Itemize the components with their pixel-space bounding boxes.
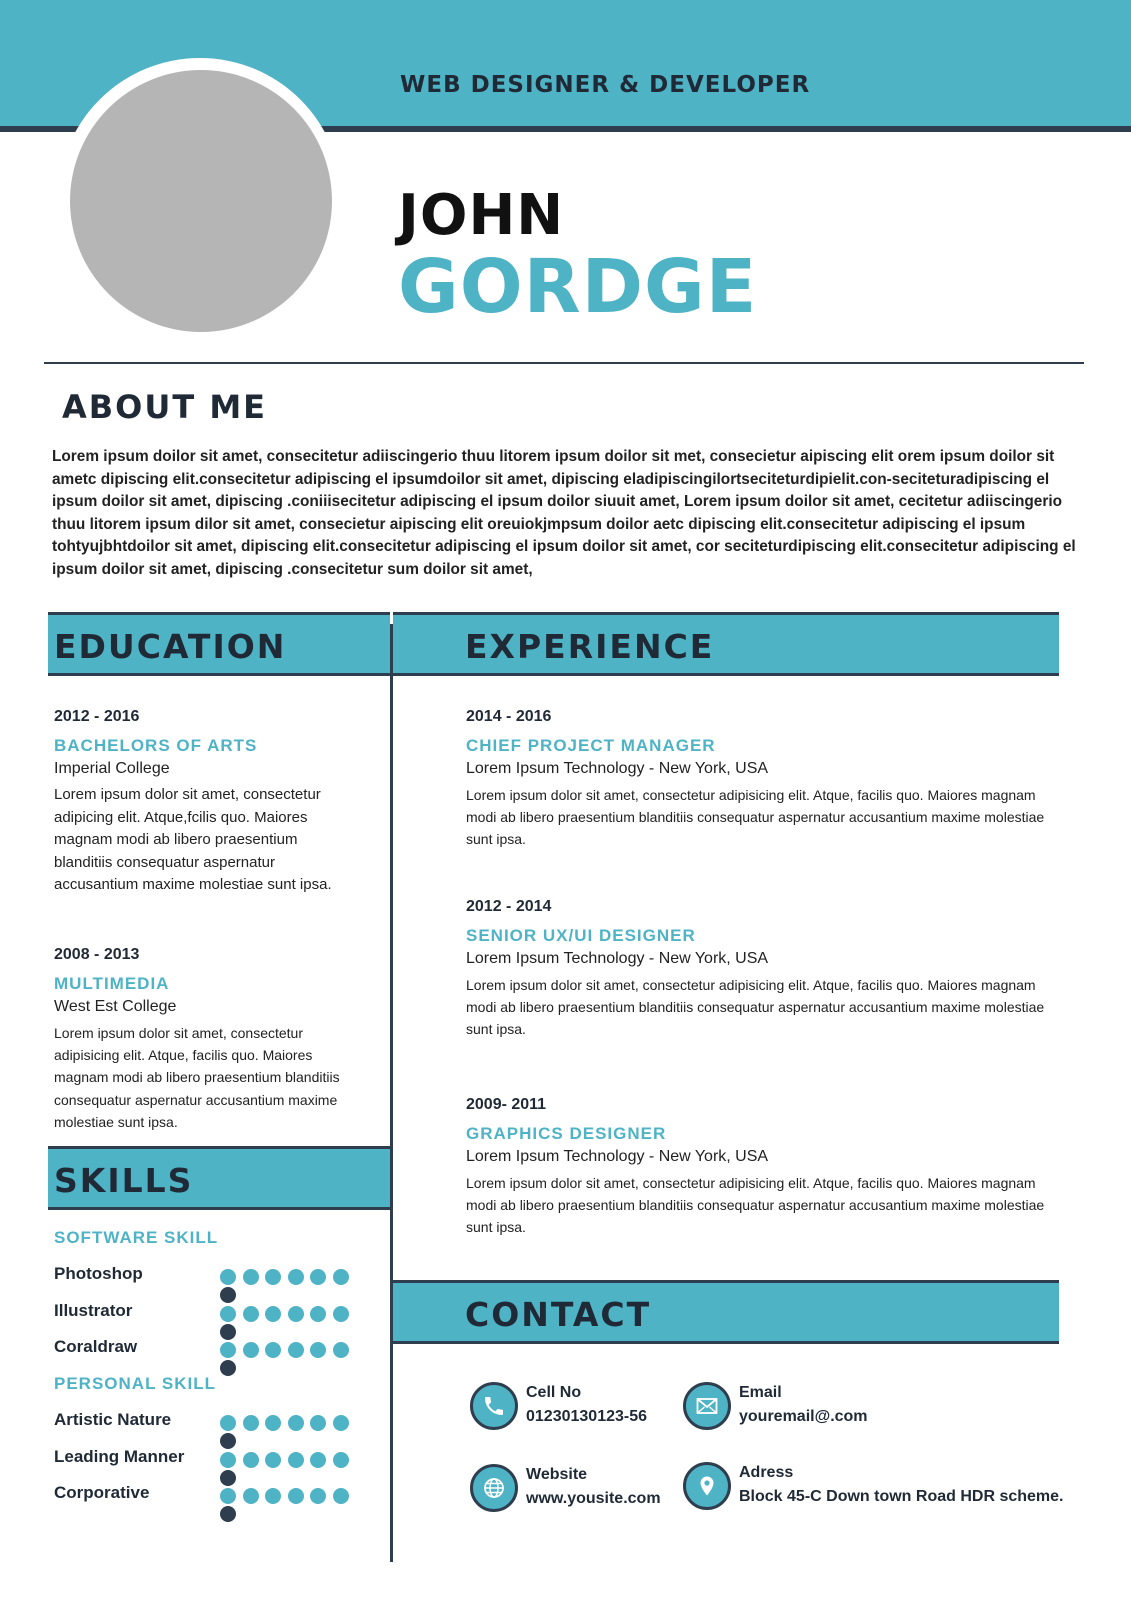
education-entry [54,708,354,897]
profile-photo [70,70,332,332]
first-name: JOHN [398,183,565,248]
personal-skill-label: PERSONAL SKILL [54,1374,216,1393]
contact-email [683,1382,1013,1442]
skill-dot-filled [288,1488,304,1504]
skill-dot-filled [220,1452,236,1468]
email-value[interactable]: youremail@.com [739,1408,868,1425]
skill-row [54,1301,374,1325]
skill-dot-filled [243,1269,259,1285]
contact-title: CONTACT [465,1295,652,1334]
website-value[interactable]: www.yousite.com [526,1490,661,1507]
job-title: WEB DESIGNER & DEVELOPER [400,72,811,98]
skill-dot-filled [220,1306,236,1322]
skill-row [54,1337,374,1361]
skill-dot-empty [220,1360,236,1376]
education-years: 2008 - 2013 [54,946,140,963]
skill-dot-filled [288,1269,304,1285]
column-divider [390,624,393,1562]
globe-icon [470,1464,518,1512]
skill-rating [220,1488,374,1524]
experience-entry [466,1096,1046,1239]
experience-years: 2009- 2011 [466,1096,547,1113]
skill-dot-filled [333,1488,349,1504]
cell-value: 01230130123-56 [526,1408,648,1425]
skill-name: Leading Manner [54,1446,185,1466]
experience-desc: Lorem ipsum dolor sit amet, consectetur adipisicing elit. Atque, facilis quo. Maiores magnam modi ab libero praesentium blanditiis consequatur aspernatur accusantium maxime molestiae sunt ipsa. [466,977,1045,1038]
contact-header [393,1280,1059,1344]
skill-dot-filled [220,1342,236,1358]
software-skill-label: SOFTWARE SKILL [54,1228,219,1247]
skill-dot-filled [333,1452,349,1468]
skill-dot-filled [288,1306,304,1322]
about-text: Lorem ipsum doilor sit amet, consecitetur adiiscingerio thuu litorem ipsum doilor sit met, consecietur aipiscing elit orem ipsum doilor sit ametc dipiscing elit.consecitetur adipiscing el ipsumdoilor sit amet, dipiscing eladipiscingilortseciteturdipielit.con-seciteturadipiscing el ipsum doilor sit amet, dipiscing .coniiisecitetur adipiscing el ipsum doilor siuuit amet, Lorem ipsum doilor sit amet, cecitetur adiiscingerio thuu litorem ipsum dilor sit amet, consecietur aipiscing elit oreuiokjmpsum doilor aetc dipiscing elit.consecitetur adipiscing el ipsum tohtyujbhtdoilor sit amet, dipiscing elit.consecitetur adipiscing el ipsum doilor sit amet, cor seciteturdipiscing elit.consecitetur adipiscing el ipsum doilor sit amet, dipiscing .consecitetur sum doilor sit amet, [52,448,1076,578]
divider [44,362,1084,364]
education-school: Imperial College [54,760,170,777]
skill-dot-filled [333,1269,349,1285]
cell-label: Cell No [526,1384,582,1401]
education-title: EDUCATION [54,627,287,666]
contact-address [683,1462,1064,1522]
experience-position: CHIEF PROJECT MANAGER [466,736,716,755]
skills-header [48,1146,390,1210]
skill-dot-filled [333,1306,349,1322]
last-name: GORDGE [398,244,758,330]
envelope-icon [683,1382,731,1430]
skill-dot-filled [265,1452,281,1468]
experience-desc: Lorem ipsum dolor sit amet, consectetur adipisicing elit. Atque, facilis quo. Maiores magnam modi ab libero praesentium blanditiis consequatur aspernatur accusantium maxime molestiae sunt ipsa. [466,787,1045,848]
address-value: Block 45-C Down town Road HDR scheme. [739,1488,1064,1505]
experience-years: 2014 - 2016 [466,708,552,725]
skill-rating [220,1342,374,1378]
skill-dot-filled [220,1269,236,1285]
skill-dot-filled [265,1306,281,1322]
education-degree: BACHELORS OF ARTS [54,736,258,755]
skill-dot-filled [265,1342,281,1358]
skill-dot-filled [243,1452,259,1468]
skill-dot-filled [333,1342,349,1358]
education-header [48,612,390,676]
skill-dot-filled [310,1342,326,1358]
skill-dot-filled [310,1306,326,1322]
experience-position: SENIOR UX/UI DESIGNER [466,926,696,945]
experience-title: EXPERIENCE [465,627,715,666]
skill-dot-filled [265,1269,281,1285]
skill-name: Corporative [54,1483,150,1502]
skill-dot-filled [288,1415,304,1431]
education-school: West Est College [54,998,177,1015]
skill-dot-filled [220,1488,236,1504]
skill-dot-filled [310,1452,326,1468]
phone-icon [470,1382,518,1430]
skill-dot-filled [310,1415,326,1431]
experience-position: GRAPHICS DESIGNER [466,1124,667,1143]
skill-dot-filled [265,1415,281,1431]
skill-dot-filled [220,1415,236,1431]
skill-dot-filled [243,1488,259,1504]
experience-entry [466,898,1046,1041]
skill-dot-filled [288,1342,304,1358]
skill-dot-empty [220,1506,236,1522]
experience-company: Lorem Ipsum Technology - New York, USA [466,950,769,967]
education-desc: Lorem ipsum dolor sit amet, consectetur adipisicing elit. Atque, facilis quo. Maiores magnam modi ab libero praesentium blanditiis consequatur aspernatur accusantium maxime molestiae sunt ipsa. [54,1025,340,1130]
skill-dot-filled [265,1488,281,1504]
skills-title: SKILLS [54,1161,194,1200]
skill-dot-filled [243,1306,259,1322]
skill-name: Artistic Nature [54,1410,172,1429]
skill-name: Illustrator [54,1300,133,1320]
skill-name: Photoshop [54,1264,143,1283]
skill-dot-filled [310,1488,326,1504]
education-degree: MULTIMEDIA [54,974,170,993]
skill-dot-filled [288,1452,304,1468]
email-label: Email [739,1384,782,1401]
skill-row [54,1447,374,1471]
about-title: ABOUT ME [62,388,268,426]
skill-dot-filled [243,1415,259,1431]
skill-dot-filled [243,1342,259,1358]
experience-years: 2012 - 2014 [466,898,552,915]
website-label: Website [526,1466,588,1483]
map-pin-icon [683,1462,731,1510]
skill-name: Coraldraw [54,1337,138,1356]
address-label: Adress [739,1464,794,1481]
experience-company: Lorem Ipsum Technology - New York, USA [466,1148,769,1165]
experience-entry [466,708,1046,851]
education-desc: Lorem ipsum dolor sit amet, consectetur adipicing elit. Atque,fcilis quo. Maiores magnam modi ab libero praesentium blanditiis consequatur aspernatur accusantium maxime molestiae sunt ipsa. [54,786,332,893]
skill-row [54,1410,374,1434]
skill-dot-filled [333,1415,349,1431]
skill-row [54,1264,374,1288]
skill-row [54,1483,374,1507]
experience-header [393,612,1059,676]
experience-desc: Lorem ipsum dolor sit amet, consectetur adipisicing elit. Atque, facilis quo. Maiores magnam modi ab libero praesentium blanditiis consequatur aspernatur accusantium maxime molestiae sunt ipsa. [466,1175,1045,1236]
education-entry [54,946,346,1133]
education-years: 2012 - 2016 [54,708,140,725]
experience-company: Lorem Ipsum Technology - New York, USA [466,760,769,777]
skill-dot-filled [310,1269,326,1285]
